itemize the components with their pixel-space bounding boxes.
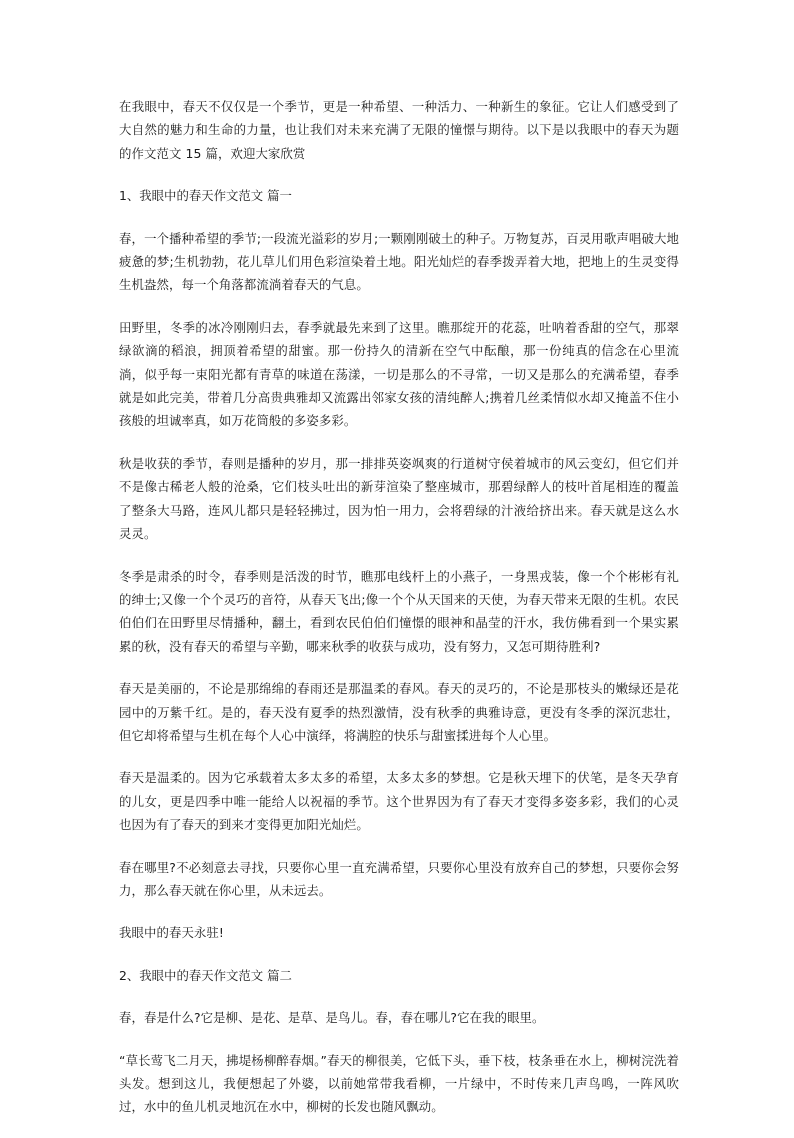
document-page bbox=[119, 95, 679, 1138]
body-paragraph: 春，春是什么?它是柳、是花、是草、是鸟儿。春，春在哪儿?它在我的眼里。 bbox=[119, 1010, 545, 1026]
body-paragraph: 田野里，冬季的冰冷刚刚归去，春季就最先来到了这里。瞧那绽开的花蕊，吐呐着香甜的空气，那翠绿欲滴的稻浪，拥顶着希望的甜蜜。那一份持久的清新在空气中酝酿，那一份纯真的信念在心里流淌，似乎每一束阳光都有青草的味道在荡漾，一切是那么的不寻常，一切又是那么的充满希望，春季就是如此完美，带着几分高贵典雅却又流露出邻家女孩的清纯醉人;携着几丝柔情似水却又掩盖不住小孩般的坦诚率真，如万花筒般的多姿多彩。 bbox=[119, 319, 679, 429]
intro-paragraph: 在我眼中，春天不仅仅是一个季节，更是一种希望、一种活力、一种新生的象征。它让人们感受到了大自然的魅力和生命的力量，也让我们对未来充满了无限的憧憬与期待。以下是以我眼中的春天为题的作文范文 15 篇，欢迎大家欣赏 bbox=[119, 99, 679, 161]
section-heading: 2、我眼中的春天作文范文 篇二 bbox=[119, 967, 292, 983]
section-heading: 1、我眼中的春天作文范文 篇一 bbox=[119, 188, 292, 204]
body-paragraph: 春在哪里?不必刻意去寻找，只要你心里一直充满希望，只要你心里没有放弃自己的梦想，只要你会努力，那么春天就在你心里，从未远去。 bbox=[119, 859, 679, 898]
body-paragraph: 春，一个播种希望的季节;一段流光溢彩的岁月;一颗刚刚破土的种子。万物复苏，百灵用歌声唱破大地疲惫的梦;生机勃勃，花儿草儿们用色彩渲染着土地。阳光灿烂的春季拨弄着大地，把地上的生灵变得生机盎然，每一个角落都流淌着春天的气息。 bbox=[119, 230, 679, 293]
body-paragraph: 冬季是肃杀的时令，春季则是活泼的时节，瞧那电线杆上的小燕子，一身黑戎装，像一个个彬彬有礼的绅士;又像一个个灵巧的音符，从春天飞出;像一个个从天国来的天使，为春天带来无限的生机。农民伯伯们在田野里尽情播种，翻土，看到农民伯伯们憧憬的眼神和晶莹的汗水，我仿佛看到一个果实累累的秋，没有春天的希望与辛勤，哪来秋季的收获与成功，没有努力，又怎可期待胜利? bbox=[119, 568, 679, 654]
body-paragraph: 我眼中的春天永驻! bbox=[119, 925, 224, 941]
body-paragraph: 秋是收获的季节，春则是播种的岁月，那一排排英姿飒爽的行道树守侯着城市的风云变幻，但它们并不是像古稀老人般的沧桑，它们枝头吐出的新芽渲染了整座城市，那碧绿醉人的枝叶首尾相连的覆盖了整条大马路，连风儿都只是轻轻拂过，因为怕一用力，会将碧绿的汁液给挤出来。春天就是这么水灵灵。 bbox=[119, 455, 679, 542]
body-paragraph: “草长莺飞二月天，拂堤杨柳醉春烟。”春天的柳很美，它低下头，垂下枝，枝条垂在水上，柳树浣洗着头发。想到这儿，我便想起了外婆，以前她常带我看柳，一片绿中，不时传来几声鸟鸣，一阵风吹过，水中的鱼儿机灵地沉在水中，柳树的长发也随风飘动。 bbox=[119, 1052, 679, 1115]
body-paragraph: 春天是温柔的。因为它承载着太多太多的希望，太多太多的梦想。它是秋天埋下的伏笔，是冬天孕育的儿女，更是四季中唯一能给人以祝福的季节。这个世界因为有了春天才变得多姿多彩，我们的心灵也因为有了春天的到来才变得更加阳光灿烂。 bbox=[119, 770, 679, 833]
body-paragraph: 春天是美丽的，不论是那绵绵的春雨还是那温柔的春风。春天的灵巧的，不论是那枝头的嫩绿还是花园中的万紫千红。是的，春天没有夏季的热烈激情，没有秋季的典雅诗意，更没有冬季的深沉悲壮，但它却将希望与生机在每个人心中演绎，将满腔的快乐与甜蜜揉进每个人心里。 bbox=[119, 681, 679, 743]
